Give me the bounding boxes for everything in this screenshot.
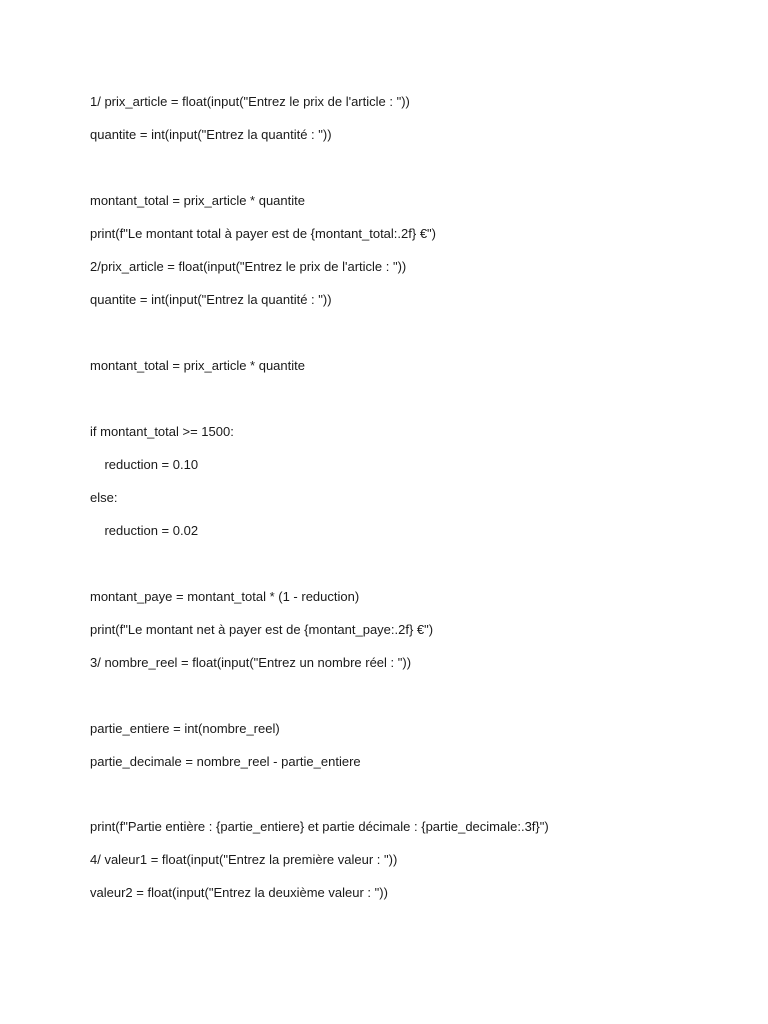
- code-line: partie_decimale = nombre_reel - partie_entiere: [90, 754, 361, 769]
- code-line: 2/prix_article = float(input("Entrez le prix de l'article : ")): [90, 259, 407, 274]
- code-line: quantite = int(input("Entrez la quantité : ")): [90, 292, 332, 307]
- code-line: if montant_total >= 1500:: [90, 424, 234, 439]
- code-line: 1/ prix_article = float(input("Entrez le prix de l'article : ")): [90, 94, 410, 109]
- code-line: valeur2 = float(input("Entrez la deuxième valeur : ")): [90, 885, 388, 900]
- code-line: print(f"Le montant total à payer est de {montant_total:.2f} €"): [90, 226, 436, 241]
- code-line: 3/ nombre_reel = float(input("Entrez un nombre réel : ")): [90, 655, 412, 670]
- code-line: print(f"Le montant net à payer est de {montant_paye:.2f} €"): [90, 622, 434, 637]
- code-line: montant_total = prix_article * quantite: [90, 358, 305, 373]
- code-line: montant_paye = montant_total * (1 - reduction): [90, 589, 360, 604]
- code-line: montant_total = prix_article * quantite: [90, 193, 305, 208]
- code-line: reduction = 0.02: [90, 523, 199, 538]
- code-line: partie_entiere = int(nombre_reel): [90, 721, 280, 736]
- code-line: quantite = int(input("Entrez la quantité : ")): [90, 127, 332, 142]
- code-line: 4/ valeur1 = float(input("Entrez la première valeur : ")): [90, 852, 398, 867]
- code-line: print(f"Partie entière : {partie_entiere} et partie décimale : {partie_decimale:.3f}"): [90, 819, 549, 834]
- code-line: else:: [90, 490, 118, 505]
- code-line: reduction = 0.10: [90, 457, 199, 472]
